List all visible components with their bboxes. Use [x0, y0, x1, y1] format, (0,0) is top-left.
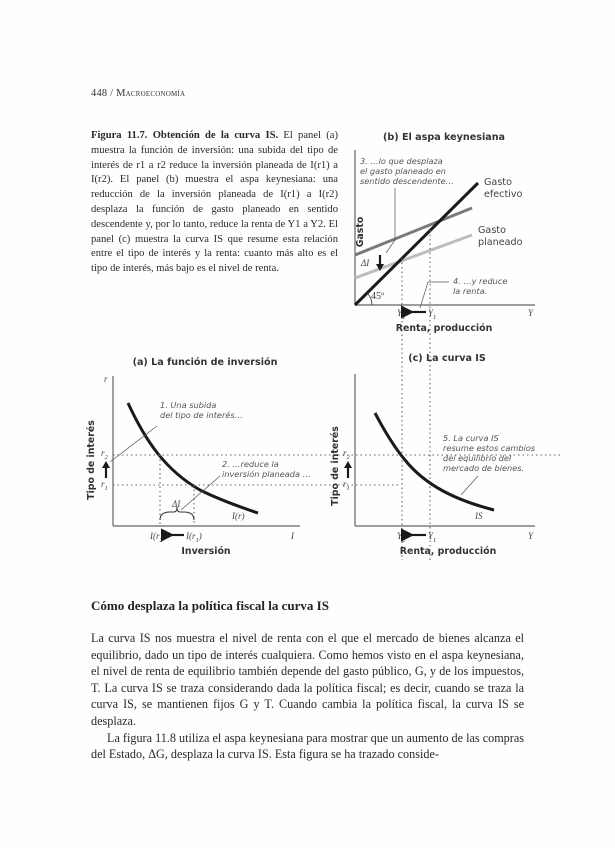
- note-2-line-2: inversión planeada …: [222, 469, 311, 479]
- note-5-line-1: 5. La curva IS: [443, 433, 499, 443]
- note-5-line-3: del equilibrio del: [443, 453, 512, 463]
- section-heading: Cómo desplaza la política fiscal la curva IS: [91, 598, 329, 613]
- panel-a-x-symbol: I: [291, 531, 294, 541]
- page-number: 448: [91, 88, 108, 99]
- panel-a-delta-label: ΔI: [172, 499, 181, 509]
- running-head-separator: /: [107, 88, 117, 99]
- book-title: Macroeconomía: [116, 88, 186, 99]
- panel-c-title: (c) La curva IS: [408, 353, 486, 364]
- panel-a-y-symbol: r: [104, 374, 108, 384]
- note-5-leader: [461, 476, 478, 495]
- panel-b-y-axis-label: Gasto: [355, 216, 366, 248]
- note-3-line-3: sentido descendente…: [360, 176, 454, 186]
- up-arrow-icon: [344, 461, 352, 468]
- paragraph-1: La curva IS nos muestra el nivel de renta con el que el mercado de bienes alcanza el equilibrio, dado un tipo de interés cualquiera. Como hemos visto en el aspa keynesiana, el nivel de renta de equilibrio también depende del gasto público, G, y de los impuestos, T. La curva IS se traza considerando dada la política fiscal; es decir, cuando se traza la curva IS, se mantienen fijos G y T. Cuando cambia la política fiscal, la curva IS se desplaza.: [91, 631, 524, 728]
- tick-y1: $Y_1$: [428, 531, 437, 544]
- paragraph-2: La figura 11.8 utiliza el aspa keynesiana para mostrar que un aumento de las compras del Estado, ΔG, desplaza la curva IS. Esta figura se ha trazado conside-: [91, 730, 524, 762]
- panel-c-x-axis-label: Renta, producción: [399, 546, 497, 557]
- tick-r2: $r_2$: [101, 448, 108, 461]
- note-1-line-1: 1. Una subida: [160, 400, 217, 410]
- panel-b-keynesian-cross: [355, 132, 535, 560]
- note-4-line-2: la renta.: [453, 286, 488, 296]
- up-arrow-icon: [102, 461, 110, 468]
- tick-i-r2: $I(r_2)$: [150, 531, 166, 544]
- note-5-line-2: resume estos cambios: [443, 443, 536, 453]
- note-4-line-1: 4. …y reduce: [453, 276, 508, 286]
- actual-line-label-2: efectivo: [484, 189, 523, 200]
- note-2-line-1: 2. …reduce la: [222, 459, 279, 469]
- note-5-line-4: mercado de bienes.: [443, 463, 525, 473]
- delta-i-label: ΔI: [361, 258, 370, 268]
- planned-expenditure-low-line: [355, 235, 472, 278]
- panel-a-y-axis-label: Tipo de interés: [86, 420, 97, 500]
- tick-r2: $r_2$: [343, 448, 350, 461]
- panel-b-x-axis-label: Renta, producción: [395, 323, 493, 334]
- note-1-line-2: del tipo de interés…: [160, 410, 243, 420]
- caption-text: El panel (a) muestra la función de inversión: una subida del tipo de interés de r1 a r2 reduce la inversión planeada de I(r1) a I(r2). El panel (b) muestra el aspa keynesiana: una reducción de la inversión planeada de I(r1) a I(r2) desplaza la función de gasto planeado en sentido descendente y, por lo tanto, reduce la renta de Y1 a Y2. El panel (c) muestra la curva IS que resume esta relación entre el tipo de interés y la renta: cuanto más alto es el tipo de interés, más bajo es el nivel de renta.: [91, 130, 338, 275]
- note-3-line-1: 3. …lo que desplaza: [360, 156, 443, 166]
- tick-y2: $Y_2$: [397, 308, 406, 321]
- tick-i-r1: $I(r_1)$: [186, 531, 202, 544]
- note-3-line-2: el gasto planeado en: [360, 166, 446, 176]
- tick-r1: $r_1$: [101, 479, 108, 492]
- body-text: [91, 630, 524, 763]
- tick-y2: $Y_2$: [397, 531, 406, 544]
- panel-a-x-axis-label: Inversión: [181, 546, 231, 557]
- actual-line-label-1: Gasto: [484, 177, 512, 188]
- panel-b-title: (b) El aspa keynesiana: [382, 132, 506, 143]
- planned-line-label-1: Gasto: [478, 225, 506, 236]
- angle-label: 45º: [371, 291, 385, 302]
- tick-r1: $r_1$: [343, 479, 350, 492]
- panel-c-x-symbol: Y: [528, 531, 534, 541]
- panel-a-title: (a) La función de inversión: [132, 357, 278, 368]
- planned-line-label-2: planeado: [478, 237, 523, 248]
- tick-y1: $Y_1$: [428, 308, 437, 321]
- caption-label: Figura 11.7. Obtención de la curva IS.: [91, 130, 279, 141]
- panel-c-y-axis-label: Tipo de interés: [330, 426, 341, 506]
- investment-curve-label: I(r): [232, 511, 245, 521]
- is-curve-label: IS: [475, 511, 483, 521]
- panel-b-x-symbol: Y: [528, 308, 534, 318]
